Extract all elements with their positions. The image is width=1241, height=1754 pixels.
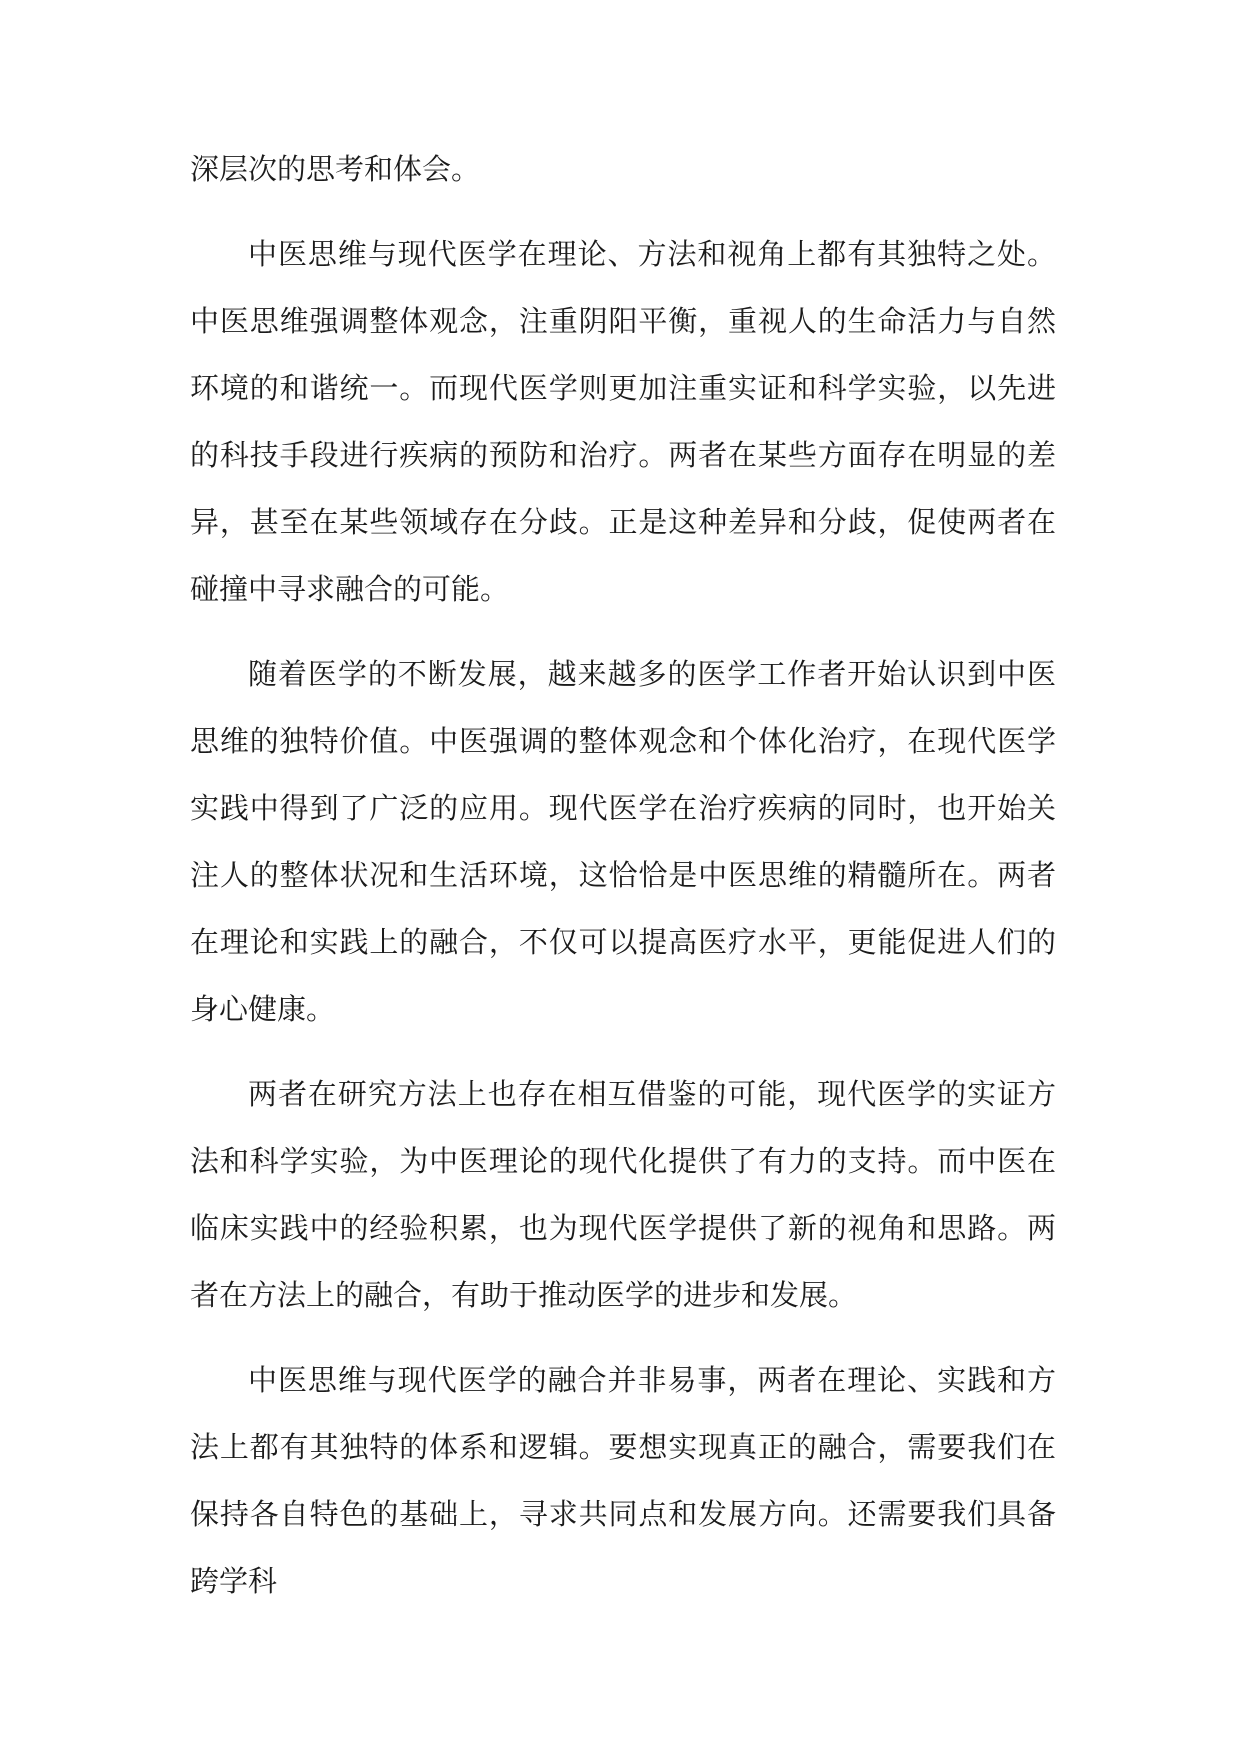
paragraph-continuation: 深层次的思考和体会。: [190, 152, 481, 186]
paragraph-challenges: 中医思维与现代医学的融合并非易事，两者在理论、实践和方法上都有其独特的体系和逻辑。要想实现真正的融合，需要我们在保持各自特色的基础上，寻求共同点和发展方向。还需要我们具备跨学科: [190, 1363, 1056, 1598]
paragraph-differences: 中医思维与现代医学在理论、方法和视角上都有其独特之处。中医思维强调整体观念，注重阴阳平衡，重视人的生命活力与自然环境的和谐统一。而现代医学则更加注重实证和科学实验，以先进的科技手段进行疾病的预防和治疗。两者在某些方面存在明显的差异，甚至在某些领域存在分歧。正是这种差异和分歧，促使两者在碰撞中寻求融合的可能。: [190, 237, 1056, 606]
paragraph-development: 随着医学的不断发展，越来越多的医学工作者开始认识到中医思维的独特价值。中医强调的整体观念和个体化治疗，在现代医学实践中得到了广泛的应用。现代医学在治疗疾病的同时，也开始关注人的整体状况和生活环境，这恰恰是中医思维的精髓所在。两者在理论和实践上的融合，不仅可以提高医疗水平，更能促进人们的身心健康。: [190, 657, 1056, 1026]
paragraph-methods: 两者在研究方法上也存在相互借鉴的可能，现代医学的实证方法和科学实验，为中医理论的现代化提供了有力的支持。而中医在临床实践中的经验积累，也为现代医学提供了新的视角和思路。两者在方法上的融合，有助于推动医学的进步和发展。: [190, 1077, 1056, 1312]
document-body: [190, 136, 1056, 1633]
